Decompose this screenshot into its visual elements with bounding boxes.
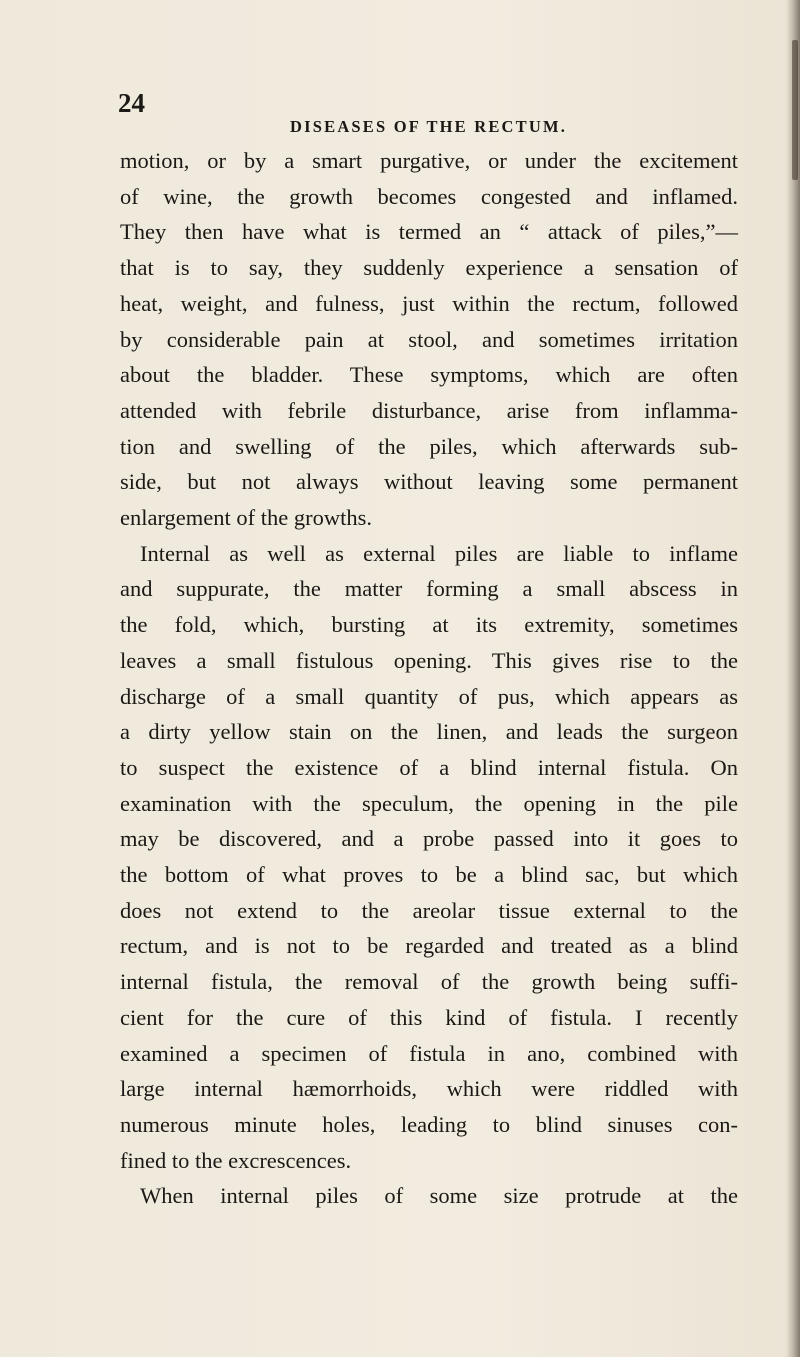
text-line: that is to say, they suddenly experience a sensation of: [120, 255, 738, 281]
text-line: does not extend to the areolar tissue external to the: [120, 897, 738, 923]
text-line: the bottom of what proves to be a blind sac, but which: [120, 862, 738, 888]
text-line: tion and swelling of the piles, which afterwards sub-: [120, 433, 738, 459]
text-line: about the bladder. These symptoms, which are often: [120, 362, 738, 388]
running-head: DISEASES OF THE RECTUM.: [290, 117, 568, 136]
body-text: [120, 143, 738, 1214]
text-line: heat, weight, and fulness, just within the rectum, followed: [120, 290, 738, 316]
text-line: may be discovered, and a probe passed into it goes to: [120, 826, 738, 852]
text-line: rectum, and is not to be regarded and treated as a blind: [120, 933, 738, 959]
text-line: examination with the speculum, the opening in the pile: [120, 790, 738, 816]
text-line: a dirty yellow stain on the linen, and leads the surgeon: [120, 719, 738, 745]
text-line: by considerable pain at stool, and sometimes irritation: [120, 326, 738, 352]
text-line: cient for the cure of this kind of fistula. I recently: [120, 1004, 738, 1030]
text-line: numerous minute holes, leading to blind sinuses con-: [120, 1111, 738, 1137]
text-line: motion, or by a smart purgative, or under the excitement: [120, 148, 738, 173]
page-edge-shadow: [786, 0, 800, 1357]
text-line: discharge of a small quantity of pus, which appears as: [120, 683, 738, 709]
text-line: Internal as well as external piles are liable to inflame: [140, 540, 738, 566]
text-line: the fold, which, bursting at its extremity, sometimes: [120, 612, 738, 638]
text-line: internal fistula, the removal of the growth being suffi-: [120, 969, 738, 995]
page-edge-mark: [792, 40, 798, 180]
text-line: When internal piles of some size protrude at the: [140, 1183, 738, 1209]
text-line: to suspect the existence of a blind internal fistula. On: [120, 754, 738, 780]
text-line: side, but not always without leaving some permanent: [120, 469, 738, 495]
text-line: leaves a small fistulous opening. This gives rise to the: [120, 647, 738, 673]
text-line: and suppurate, the matter forming a small abscess in: [120, 576, 738, 602]
text-line: enlargement of the growths.: [120, 505, 373, 531]
text-line: fined to the excrescences.: [120, 1147, 352, 1173]
text-line: large internal hæmorrhoids, which were riddled with: [120, 1076, 738, 1102]
page-number: 24: [118, 88, 145, 118]
text-line: of wine, the growth becomes congested and inflamed.: [120, 183, 738, 209]
text-line: examined a specimen of fistula in ano, combined with: [120, 1040, 738, 1066]
text-line: They then have what is termed an “ attack of piles,”—: [120, 219, 738, 245]
text-line: attended with febrile disturbance, arise from inflamma-: [120, 397, 738, 423]
